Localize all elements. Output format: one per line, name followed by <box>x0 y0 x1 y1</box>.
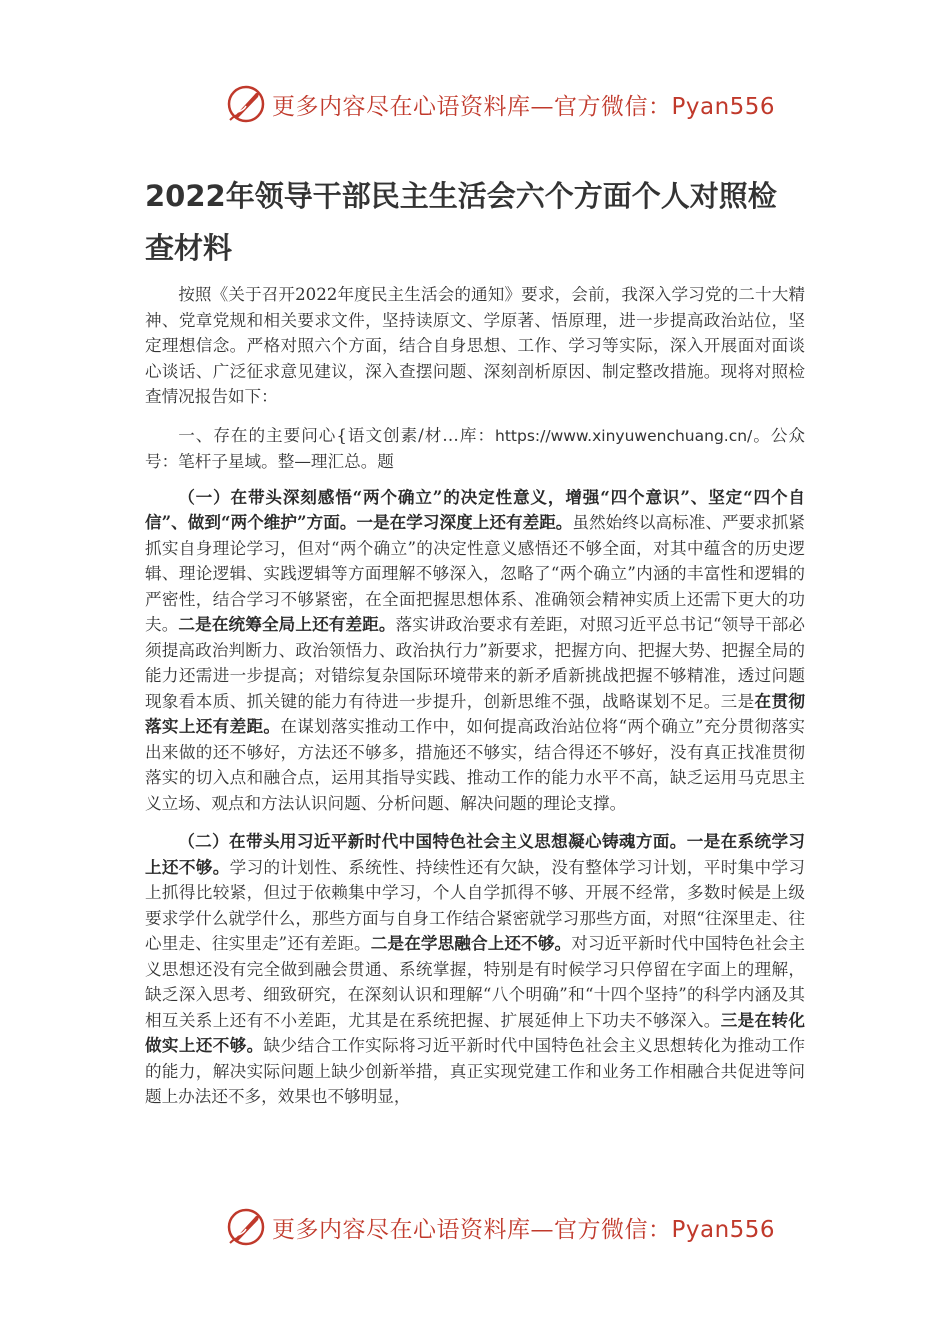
part1-heading: （一）在带头深刻感悟“两个确立”的决定性意义，增强“四个意识”、坚定“四个自信”、做到“两个维护”方面。一是在学习深度上还有差距。 <box>145 486 805 532</box>
part1-body3: 在谋划落实推动工作中，如何提高政治站位将“两个确立”充分贯彻落实出来做的还不够好，方法还不够多，措施还不够实，结合得还不够好，没有真正找准贯彻落实的切入点和融合点，运用其指导实践、推动工作的能力水平不高，缺乏运用马克思主义立场、观点和方法认识问题、分析问题、解决问题的理论支撑。 <box>145 717 806 813</box>
part2-heading: （二）在带头用习近平新时代中国特色社会主义思想凝心铸魂方面。一是在系统学习上还不够。 <box>145 831 805 877</box>
part2-body2: 对习近平新时代中国特色社会主义思想还没有完全做到融会贯通、系统掌握，特别是有时候学习只停留在字面上的理解，缺乏深入思考、细致研究，在深刻认识和理解“八个明确”和“十四个坚持”的科学内涵及其相互关系上还有不小差距，尤其是在系统把握、扩展延伸上下功夫不够深入。 <box>145 934 806 1030</box>
part2-body1: 学习的计划性、系统性、持续性还有欠缺，没有整体学习计划，平时集中学习上抓得比较紧，但过于依赖集中学习，个人自学抓得不够、开展不经常，多数时候是上级要求学什么就学什么，那些方面与自身工作结合紧密就学习那些方面，对照“往深里走、往心里走、往实里走”还有差距。 <box>145 857 806 953</box>
section1-text: 一、存在的主要问心{语文创素/材…库： <box>178 425 496 445</box>
header-banner <box>226 80 775 128</box>
banner-wechat-id: Pyan556 <box>671 1216 776 1243</box>
banner-text <box>272 1211 775 1244</box>
part1-body2: 落实讲政治要求有差距，对照习近平总书记“领导干部必须提高政治判断力、政治领悟力、政治执行力”新要求，把握方向、把握大势、把握全局的能力还需进一步提高；对错综复杂国际环境带来的新矛盾新挑战把握不够精准，透过问题现象看本质、抓关键的能力有待进一步提升，创新思维不强，战略谋划不足。三是 <box>145 615 806 711</box>
section1-tail: 。公众号：笔杆子星域。整—理汇总。题 <box>145 425 805 471</box>
banner-label: 更多内容尽在心语资料库—官方微信： <box>272 93 672 120</box>
part2-paragraph <box>145 829 805 1110</box>
document-title: 2022年领导干部民主生活会六个方面个人对照检查材料 <box>145 179 777 265</box>
part1-paragraph <box>145 485 805 817</box>
part2-body3: 缺少结合工作实际将习近平新时代中国特色社会主义思想转化为推动工作的能力，解决实际问题上缺少创新举措，真正实现党建工作和业务工作相融合共促进等问题上办法还不多，效果也不够明显， <box>145 1036 806 1106</box>
quill-pen-icon <box>226 84 266 124</box>
section-heading-1 <box>145 423 805 475</box>
part1-body1: 虽然始终以高标准、严要求抓紧抓实自身理论学习，但对“两个确立”的决定性意义感悟还不够全面，对其中蕴含的历史逻辑、理论逻辑、实践逻辑等方面理解不够深入，忽略了“两个确立”内涵的丰富性和逻辑的严密性，结合学习不够紧密，在全面把握思想体系、准确领会精神实质上还需下更大的功夫。 <box>145 513 805 634</box>
quill-pen-icon <box>226 1207 266 1247</box>
banner-text <box>272 88 775 121</box>
banner-label: 更多内容尽在心语资料库—官方微信： <box>272 1216 672 1243</box>
part1-point3: 在贯彻落实上还有差距。 <box>145 690 806 736</box>
footer-banner <box>226 1203 775 1251</box>
section1-url: https://www.xinyuwenchuang.cn/ <box>495 426 753 445</box>
part2-point2: 二是在学思融合上还不够。 <box>370 933 572 953</box>
intro-paragraph: 按照《关于召开2022年度民主生活会的通知》要求，会前，我深入学习党的二十大精神、党章党规和相关要求文件，坚持读原文、学原著、悟原理，进一步提高政治站位，坚定理想信念。严格对照六个方面，结合自身思想、工作、学习等实际，深入开展面对面谈心谈话、广泛征求意见建议，深入查摆问题、深刻剖析原因、制定整改措施。现将对照检查情况报告如下： <box>145 285 805 406</box>
document-body <box>145 282 805 1123</box>
part1-point2: 二是在统筹全局上还有差距。 <box>178 614 396 634</box>
banner-wechat-id: Pyan556 <box>671 93 776 120</box>
part2-point3: 三是在转化做实上还不够。 <box>145 1009 806 1055</box>
